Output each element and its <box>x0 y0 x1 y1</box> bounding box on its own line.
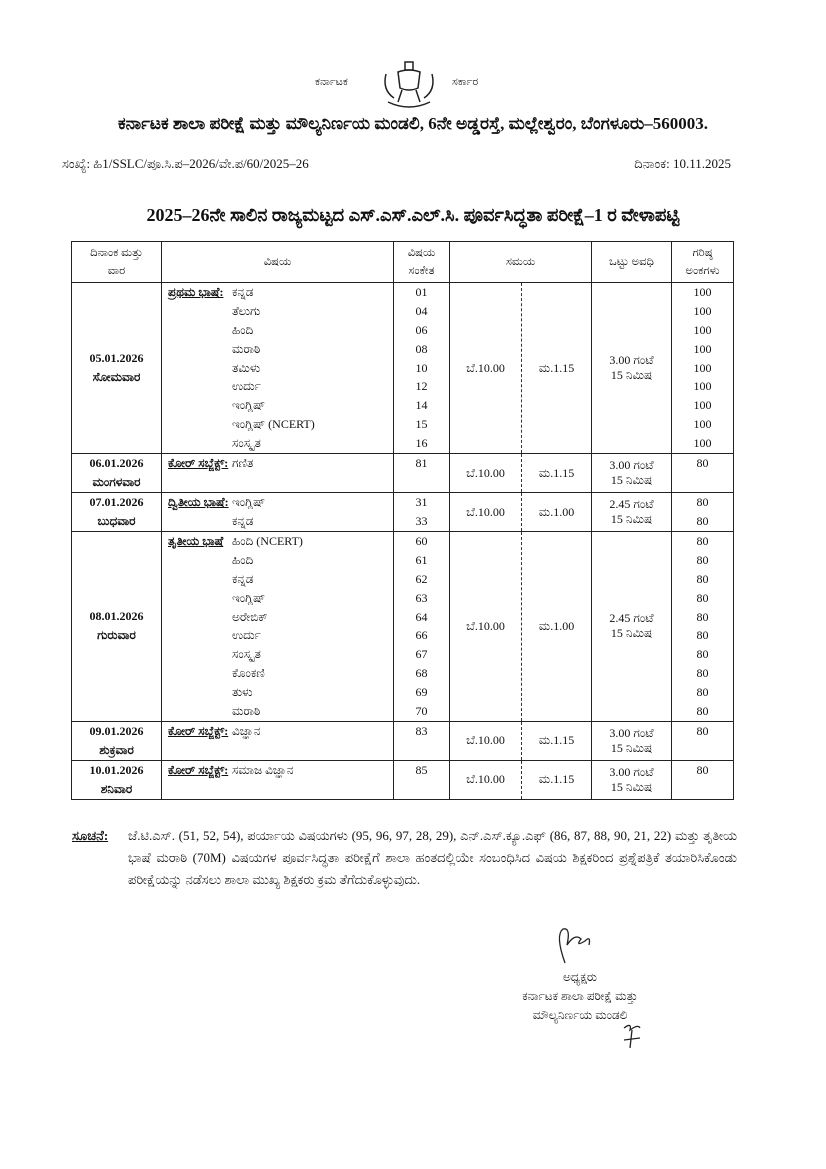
subject-cell <box>162 454 394 493</box>
organization-name: ಕರ್ನಾಟಕ ಶಾಲಾ ಪರೀಕ್ಷೆ ಮತ್ತು ಮೌಲ್ಯನಿರ್ಣಯ ಮಂಡಲಿ, 6ನೇ ಅಡ್ಡರಸ್ತೆ, ಮಲ್ಲೇಶ್ವರಂ, ಬೆಂಗಳೂರು–560003. <box>117 114 709 133</box>
marks-cell <box>672 283 734 454</box>
subject-category: ತೃತೀಯ ಭಾಷೆ <box>168 534 224 549</box>
subject-code: 85 <box>415 762 428 777</box>
duration-cell <box>592 721 672 760</box>
table-row <box>72 493 734 532</box>
subject-name: ಸಂಸ್ಕೃತ <box>232 647 261 662</box>
duration-cell <box>592 532 672 722</box>
end-time: ಮ.1.15 <box>522 283 592 454</box>
header-text: ವಿಷಯ <box>407 247 436 259</box>
table-row <box>72 721 734 760</box>
end-time: ಮ.1.15 <box>522 454 592 493</box>
subject-line <box>168 493 393 512</box>
max-marks: 80 <box>696 628 709 643</box>
end-time: ಮ.1.00 <box>522 532 592 722</box>
subject-code: 83 <box>415 723 428 738</box>
exam-date: 09.01.2026 <box>89 723 144 738</box>
date-day-cell <box>72 283 162 454</box>
subject-code: 61 <box>415 552 428 567</box>
table-row <box>72 760 734 799</box>
document-date: ದಿನಾಂಕ: 10.11.2025 <box>634 156 731 171</box>
start-time: ಬೆ.10.00 <box>450 283 522 454</box>
subject-code: 06 <box>415 322 428 337</box>
subject-cell <box>162 493 394 532</box>
subject-name: ಹಿಂದಿ <box>232 322 254 337</box>
start-time: ಬೆ.10.00 <box>450 493 522 532</box>
subject-code: 12 <box>415 379 428 394</box>
max-marks: 100 <box>693 285 712 299</box>
code-cell <box>394 532 450 722</box>
subject-name: ಸಂಸ್ಕೃತ <box>232 436 261 451</box>
subject-code: 01 <box>415 285 428 299</box>
subject-name: ಕನ್ನಡ <box>232 285 254 299</box>
exam-day: ಬುಧವಾರ <box>97 514 136 529</box>
subject-code: 04 <box>415 303 428 318</box>
subject-code: 67 <box>415 647 428 662</box>
max-marks: 80 <box>696 456 709 471</box>
duration-hours: 2.45 ಗಂಟೆ <box>609 497 654 512</box>
duration-hours: 3.00 ಗಂಟೆ <box>609 725 654 740</box>
duration-minutes: 15 ನಿಮಿಷ <box>610 368 653 382</box>
exam-date: 07.01.2026 <box>89 495 144 510</box>
initial-mark-image <box>618 1020 648 1050</box>
start-time: ಬೆ.10.00 <box>450 760 522 799</box>
duration-cell <box>592 454 672 493</box>
subject-line <box>168 570 393 589</box>
subject-code: 16 <box>415 436 428 451</box>
header-text: ವಾರ <box>107 265 126 277</box>
end-time: ಮ.1.15 <box>522 760 592 799</box>
header-code <box>394 242 450 283</box>
table-row <box>72 283 734 454</box>
subject-line <box>168 626 393 645</box>
subject-line <box>168 434 393 453</box>
duration-hours: 3.00 ಗಂಟೆ <box>609 458 654 473</box>
subject-code: 10 <box>415 360 428 375</box>
max-marks: 80 <box>696 762 709 777</box>
max-marks: 100 <box>693 322 712 337</box>
exam-day: ಶನಿವಾರ <box>100 781 133 796</box>
code-cell <box>394 454 450 493</box>
subject-name: ಇಂಗ್ಲಿಷ್ <box>232 495 266 510</box>
subject-cell <box>162 532 394 722</box>
subject-name: ತಮಿಳು <box>232 360 261 375</box>
header-date-day <box>72 242 162 283</box>
subject-line <box>168 415 393 434</box>
duration-minutes: 15 ನಿಮಿಷ <box>610 779 653 794</box>
max-marks: 80 <box>696 534 709 549</box>
signature-image <box>545 925 605 965</box>
subject-code: 08 <box>415 341 428 356</box>
subject-line <box>168 396 393 415</box>
code-cell <box>394 283 450 454</box>
exam-day: ಗುರುವಾರ <box>97 628 136 643</box>
state-emblem-icon <box>378 60 440 110</box>
max-marks: 80 <box>696 704 709 719</box>
subject-cell <box>162 283 394 454</box>
subject-code: 33 <box>415 513 428 528</box>
exam-date: 05.01.2026 <box>89 351 144 365</box>
subject-code: 60 <box>415 534 428 549</box>
date-day-cell <box>72 493 162 532</box>
subject-code: 63 <box>415 590 428 605</box>
max-marks: 80 <box>696 647 709 662</box>
header-subject: ವಿಷಯ <box>162 242 394 283</box>
signatory-office-line1: ಕರ್ನಾಟಕ ಶಾಲಾ ಪರೀಕ್ಷೆ ಮತ್ತು <box>522 989 638 1003</box>
subject-code: 70 <box>415 704 428 719</box>
subject-name: ಉರ್ದು <box>232 628 261 643</box>
subject-category: ಕೋರ್ ಸಬ್ಜೆಕ್ಟ್: <box>168 723 229 738</box>
subject-code: 62 <box>415 571 428 586</box>
subject-code: 68 <box>415 666 428 681</box>
subject-line <box>168 532 393 551</box>
subject-code: 64 <box>415 609 428 624</box>
duration-cell <box>592 760 672 799</box>
subject-line <box>168 512 393 531</box>
subject-category: ದ್ವಿತೀಯ ಭಾಷೆ: <box>168 495 229 510</box>
reference-number: ಸಂಖ್ಯೆ: ಹಿ1/SSLC/ಪೂ.ಸಿ.ಪ–2026/ವೇ.ಪ/60/2025–26 <box>62 156 309 171</box>
max-marks: 80 <box>696 723 709 738</box>
subject-cell <box>162 721 394 760</box>
subject-cell <box>162 760 394 799</box>
subject-code: 66 <box>415 628 428 643</box>
subject-line <box>168 702 393 721</box>
code-cell <box>394 760 450 799</box>
subject-name: ಕನ್ನಡ <box>232 571 254 586</box>
max-marks: 100 <box>693 379 712 394</box>
max-marks: 100 <box>693 360 712 375</box>
subject-name: ಅರೇಬಿಕ್ <box>232 609 268 624</box>
exam-date: 10.01.2026 <box>89 762 144 777</box>
max-marks: 80 <box>696 495 709 510</box>
code-cell <box>394 721 450 760</box>
code-cell <box>394 493 450 532</box>
max-marks: 80 <box>696 609 709 624</box>
header-text: ಅಂಕಗಳು <box>685 265 720 277</box>
start-time: ಬೆ.10.00 <box>450 454 522 493</box>
signatory-block <box>480 968 680 1025</box>
note <box>72 825 737 891</box>
marks-cell <box>672 493 734 532</box>
subject-name: ತೆಲುಗು <box>232 303 261 318</box>
max-marks: 80 <box>696 666 709 681</box>
table-header-row <box>72 242 734 283</box>
subject-line <box>168 340 393 359</box>
exam-day: ಸೋಮವಾರ <box>92 370 141 384</box>
duration-minutes: 15 ನಿಮಿಷ <box>610 626 653 641</box>
government-label-right: ಸರ್ಕಾರ <box>452 76 479 88</box>
government-label-left: ಕರ್ನಾಟಕ <box>315 76 348 88</box>
subject-name: ಹಿಂದಿ (NCERT) <box>232 534 303 549</box>
subject-code: 15 <box>415 417 428 432</box>
subject-category: ಕೋರ್ ಸಬ್ಜೆಕ್ಟ್: <box>168 456 229 471</box>
duration-minutes: 15 ನಿಮಿಷ <box>610 740 653 755</box>
subject-line <box>168 321 393 340</box>
date-day-cell <box>72 760 162 799</box>
max-marks: 100 <box>693 341 712 356</box>
duration-cell <box>592 493 672 532</box>
header-text: ದಿನಾಂಕ ಮತ್ತು <box>90 247 143 259</box>
max-marks: 100 <box>693 398 712 413</box>
max-marks: 100 <box>693 417 712 432</box>
table-row <box>72 532 734 722</box>
header-duration: ಒಟ್ಟು ಅವಧಿ <box>592 242 672 283</box>
subject-name: ಕನ್ನಡ <box>232 513 254 528</box>
subject-code: 14 <box>415 398 428 413</box>
subject-line <box>168 589 393 608</box>
subject-line <box>168 645 393 664</box>
start-time: ಬೆ.10.00 <box>450 721 522 760</box>
table-row <box>72 454 734 493</box>
marks-cell <box>672 760 734 799</box>
subject-code: 81 <box>415 456 428 471</box>
subject-name: ವಿಜ್ಞಾನ <box>232 723 261 738</box>
subject-line <box>168 283 393 302</box>
signatory-office-line2: ಮೌಲ್ಯನಿರ್ಣಯ ಮಂಡಲಿ <box>532 1008 628 1022</box>
subject-code: 31 <box>415 495 428 510</box>
exam-day: ಮಂಗಳವಾರ <box>92 475 141 490</box>
subject-line <box>168 551 393 570</box>
exam-day: ಶುಕ್ರವಾರ <box>99 742 134 757</box>
max-marks: 100 <box>693 436 712 451</box>
subject-name: ಇಂಗ್ಲಿಷ್ <box>232 590 266 605</box>
subject-line <box>168 377 393 396</box>
subject-name: ಗಣಿತ <box>232 456 254 471</box>
max-marks: 80 <box>696 552 709 567</box>
page-title: 2025–26ನೇ ಸಾಲಿನ ರಾಜ್ಯಮಟ್ಟದ ಎಸ್.ಎಸ್.ಎಲ್.ಸಿ. ಪೂರ್ವಸಿದ್ಧತಾ ಪರೀಕ್ಷೆ–1 ರ ವೇಳಾಪಟ್ಟಿ <box>146 205 680 225</box>
max-marks: 80 <box>696 513 709 528</box>
max-marks: 80 <box>696 685 709 700</box>
subject-line <box>168 608 393 627</box>
marks-cell <box>672 721 734 760</box>
note-label: ಸೂಚನೆ: <box>72 828 109 843</box>
header-text: ಸಂಕೇತ <box>408 265 435 277</box>
signatory-designation: ಅಧ್ಯಕ್ಷರು <box>563 970 597 984</box>
max-marks: 80 <box>696 590 709 605</box>
subject-name: ಕೊಂಕಣಿ <box>232 666 265 681</box>
subject-line <box>168 302 393 321</box>
marks-cell <box>672 454 734 493</box>
start-time: ಬೆ.10.00 <box>450 532 522 722</box>
subject-line <box>168 683 393 702</box>
marks-cell <box>672 532 734 722</box>
subject-name: ತುಳು <box>232 685 253 700</box>
subject-name: ಮರಾಠಿ <box>232 704 261 719</box>
header-time: ಸಮಯ <box>450 242 592 283</box>
end-time: ಮ.1.00 <box>522 493 592 532</box>
subject-name: ಉರ್ದು <box>232 379 261 394</box>
duration-minutes: 15 ನಿಮಿಷ <box>610 473 653 488</box>
exam-date: 06.01.2026 <box>89 456 144 471</box>
subject-name: ಹಿಂದಿ <box>232 552 254 567</box>
header-text: ಗರಿಷ್ಠ <box>692 247 713 259</box>
subject-name: ಇಂಗ್ಲಿಷ್ (NCERT) <box>232 417 315 432</box>
subject-category: ಪ್ರಥಮ ಭಾಷೆ: <box>168 285 224 299</box>
subject-name: ಮರಾಠಿ <box>232 341 261 356</box>
date-day-cell <box>72 532 162 722</box>
duration-hours: 3.00 ಗಂಟೆ <box>609 764 654 779</box>
duration-hours: 3.00 ಗಂಟೆ <box>609 353 654 367</box>
subject-category: ಕೋರ್ ಸಬ್ಜೆಕ್ಟ್: <box>168 762 229 777</box>
subject-name: ಇಂಗ್ಲಿಷ್ <box>232 398 266 413</box>
max-marks: 80 <box>696 571 709 586</box>
subject-line <box>168 664 393 683</box>
end-time: ಮ.1.15 <box>522 721 592 760</box>
header-marks <box>672 242 734 283</box>
max-marks: 100 <box>693 303 712 318</box>
subject-line <box>168 359 393 378</box>
date-day-cell <box>72 721 162 760</box>
subject-line <box>168 454 393 473</box>
exam-date: 08.01.2026 <box>89 609 144 624</box>
subject-line <box>168 722 393 741</box>
table-body <box>72 283 734 800</box>
duration-minutes: 15 ನಿಮಿಷ <box>610 512 653 527</box>
date-day-cell <box>72 454 162 493</box>
duration-cell <box>592 283 672 454</box>
note-text: ಜೆ.ಟಿ.ಎಸ್. (51, 52, 54), ಪರ್ಯಾಯ ವಿಷಯಗಳು (95, 96, 97, 28, 29), ಎನ್.ಎಸ್.ಕ್ಯೂ.ಎಫ್ (86, 87, 88, 90, 21, 22) ಮತ್ತು ತೃತೀಯ ಭಾಷೆ ಮರಾಠಿ (70M) ವಿಷಯಗಳ ಪೂರ್ವಸಿದ್ಧತಾ ಪರೀಕ್ಷೆಗೆ ಶಾಲಾ ಹಂತದಲ್ಲಿಯೇ ಸಂಬಂಧಿಸಿದ ವಿಷಯ ಶಿಕ್ಷಕರಿಂದ ಪ್ರಶ್ನೆಪತ್ರಿಕೆ ತಯಾರಿಸಿಕೊಂಡು ಪರೀಕ್ಷೆಯನ್ನು ನಡೆಸಲು ಶಾಲಾ ಮುಖ್ಯ ಶಿಕ್ಷಕರು ಕ್ರಮ ತೆಗೆದುಕೊಳ್ಳುವುದು. <box>128 828 737 887</box>
subject-code: 69 <box>415 685 428 700</box>
subject-name: ಸಮಾಜ ವಿಜ್ಞಾನ <box>232 762 294 777</box>
exam-timetable <box>71 241 734 800</box>
subject-line <box>168 761 393 780</box>
duration-hours: 2.45 ಗಂಟೆ <box>609 611 654 626</box>
